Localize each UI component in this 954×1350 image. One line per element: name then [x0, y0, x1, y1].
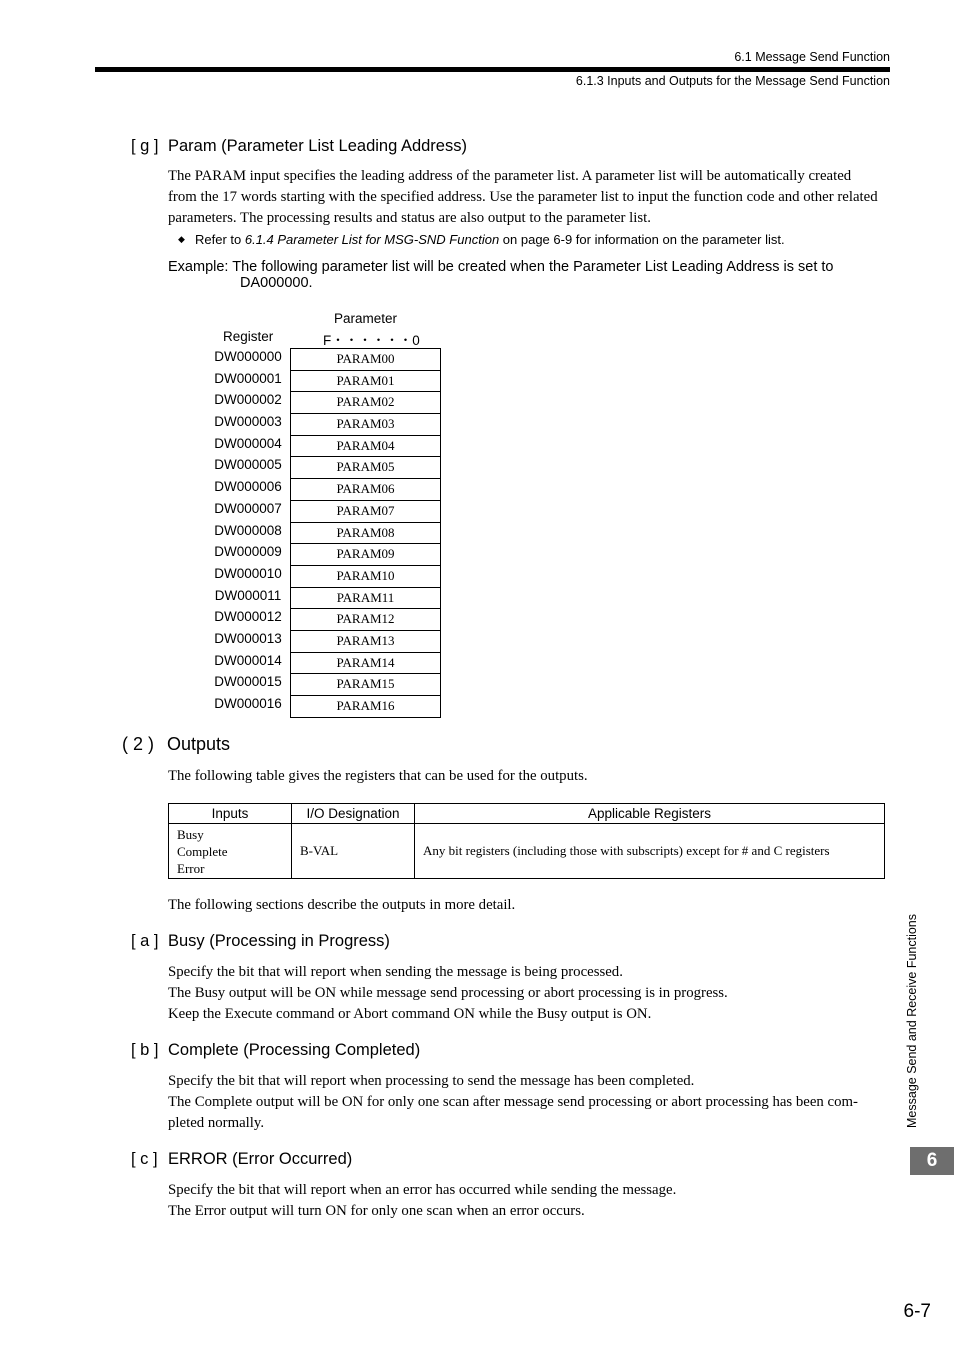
param-cell: PARAM06 [291, 479, 440, 501]
register-label: DW000016 [214, 696, 282, 711]
register-label: DW000015 [214, 674, 282, 690]
heading-outputs-label: ( 2 ) [122, 734, 155, 754]
register-label: DW000004 [214, 435, 282, 451]
example-text: Example: The following parameter list will be created when the Parameter List Leading Address is set to DA000000. [168, 259, 834, 291]
complete-description: Specify the bit that will report when processing to send the message has been completed. The Complete output will be ON for only one scan after message send processing or abort processing has been com-pleted normally. [168, 1073, 858, 1131]
heading-outputs [122, 734, 230, 755]
param-cell: PARAM09 [291, 544, 440, 566]
param-cell: PARAM03 [291, 414, 440, 436]
register-label: DW000008 [214, 522, 282, 538]
register-column-header: Register [223, 329, 274, 344]
table-header-cell: Applicable Registers [415, 804, 885, 824]
register-label: DW000006 [214, 479, 282, 495]
outputs-table [168, 803, 885, 879]
param-reference-bullet: ◆ Refer to 6.1.4 Parameter List for MSG-SND Function on page 6-9 for information on the parameter list. [178, 232, 785, 247]
heading-complete: [ b ] Complete (Processing Completed) [131, 1041, 421, 1059]
param-cell: PARAM15 [291, 674, 440, 696]
heading-param-title: Param (Parameter List Leading Address) [168, 137, 467, 155]
register-label: DW000010 [214, 565, 282, 581]
heading-busy: [ a ] Busy (Processing in Progress) [131, 932, 390, 950]
param-description: The PARAM input specifies the leading address of the parameter list. A parameter list will be automatically created from the 17 words starting with the specified address. Use the parameter list to input the function code and other related parameters. The processing results and status are also output to the parameter list. [168, 168, 878, 226]
param-cell: PARAM02 [291, 392, 440, 414]
busy-description: Specify the bit that will report when sending the message is being processed. The Busy output will be ON while message send processing or abort processing is in progress. Keep the Execute command or Abort command ON while the Busy output is ON. [168, 964, 728, 1022]
register-label: DW000003 [214, 414, 282, 430]
register-label: DW000001 [214, 370, 282, 386]
param-cell: PARAM13 [291, 631, 440, 653]
register-label: DW000012 [214, 609, 282, 625]
table-cell-inputs: Busy Complete Error [169, 824, 292, 879]
heading-param-label: [ g ] [131, 137, 159, 155]
bullet-icon: ◆ [178, 234, 185, 244]
page-number: 6-7 [903, 1301, 931, 1322]
heading-outputs-title: Outputs [167, 734, 231, 754]
register-label: DW000009 [214, 544, 282, 560]
table-cell-designation: B-VAL [292, 824, 415, 879]
outputs-intro: The following table gives the registers that can be used for the outputs. [168, 768, 588, 784]
param-cell: PARAM04 [291, 436, 440, 458]
param-cell: PARAM05 [291, 457, 440, 479]
param-cell: PARAM07 [291, 501, 440, 523]
register-label: DW000005 [214, 457, 282, 473]
table-cell-registers: Any bit registers (including those with subscripts) except for # and C registers [415, 824, 885, 879]
table-header-cell: Inputs [169, 804, 292, 824]
param-column-header: Parameter [334, 311, 398, 326]
table-row [169, 824, 885, 879]
heading-error: [ c ] ERROR (Error Occurred) [131, 1150, 353, 1168]
chapter-tab: 6 [910, 1147, 954, 1175]
heading-param [131, 137, 467, 156]
register-label: DW000007 [214, 500, 282, 516]
bit-range-header: F・・・・・・0 [323, 333, 420, 348]
param-cell: PARAM11 [291, 588, 440, 610]
register-label: DW000000 [214, 349, 282, 364]
header-subsection-title: 6.1.3 Inputs and Outputs for the Message Send Function [575, 74, 890, 88]
table-header-cell: I/O Designation [292, 804, 415, 824]
outputs-detail-intro: The following sections describe the outputs in more detail. [168, 897, 516, 913]
error-description: Specify the bit that will report when an error has occurred while sending the message. The Error output will turn ON for only one scan when an error occurs. [168, 1182, 677, 1219]
table-header-row [169, 804, 885, 824]
param-cell: PARAM00 [291, 349, 440, 371]
chapter-sidebar-title: Message Send and Receive Functions [905, 913, 919, 1128]
register-label: DW000014 [214, 652, 282, 668]
register-label: DW000002 [214, 392, 282, 408]
register-label: DW000011 [214, 587, 282, 603]
param-cell: PARAM12 [291, 609, 440, 631]
param-reference-link[interactable]: 6.1.4 Parameter List for MSG-SND Function [244, 232, 500, 247]
param-cell: PARAM10 [291, 566, 440, 588]
header-rule [95, 67, 890, 72]
param-cell: PARAM14 [291, 653, 440, 675]
parameter-list-box [290, 348, 441, 718]
register-label: DW000013 [214, 630, 282, 646]
param-cell: PARAM08 [291, 523, 440, 545]
register-list [205, 346, 291, 715]
param-cell: PARAM01 [291, 371, 440, 393]
header-section-title: 6.1 Message Send Function [734, 50, 890, 64]
param-cell: PARAM16 [291, 696, 440, 718]
